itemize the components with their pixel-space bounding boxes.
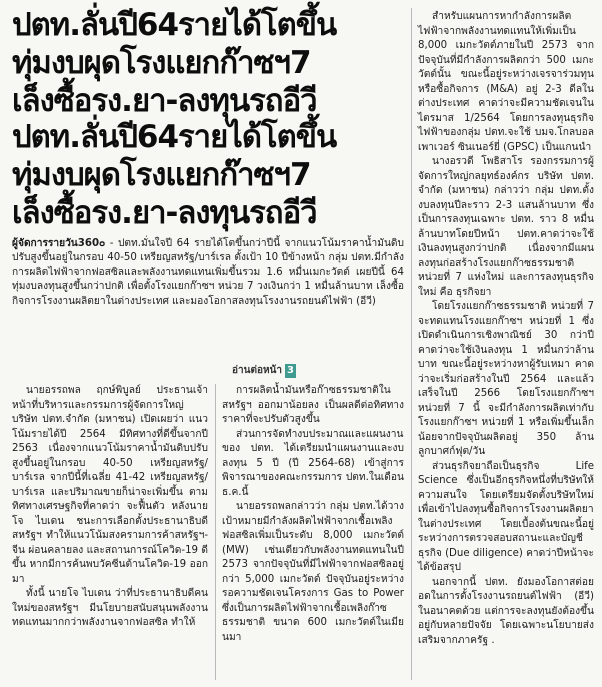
headline-primary [12,6,404,120]
paragraph: โดยโรงแยกก๊าซธรรมชาติ หน่วยที่ 7 จะทดแทนโรงแยกก๊าซฯ หน่วยที่ 1 ซึ่งเปิดดำเนินการเชิงพาณิชย์ 30 กว่าปี คาดว่าจะใช้เงินลงทุน 1 หมื่นกว่าล้านบาท ขณะนี้อยู่ระหว่างหาผู้รับเหมา คาดว่าจะเริ่มก่อสร้างในปี 2564 และแล้วเสร็จในปี 2566 โดยโรงแยกก๊าซฯ หน่วยที่ 7 นี้ จะมีกำลังการผลิตเท่ากับโรงแยกก๊าซฯ หน่วยที่ 1 หรือเพิ่มขึ้นเล็กน้อยจากปัจจุบันผลิตอยู่ 350 ล้านลูกบาศก์ฟุต/วัน [418,301,594,457]
byline: ผู้จัดการรายวัน360๐ [12,238,106,249]
lead-paragraph [12,237,404,309]
paragraph: การผลิตน้ำมันหรือก๊าซธรรมชาติในสหรัฐฯ ออกมาน้อยลง เป็นผลดีต่อทิศทางราคาที่จะปรับตัวสูงขึ้น [222,385,404,425]
column-divider [215,384,216,680]
body-column-3 [418,10,594,648]
paragraph: นายอรรถพล ฤกษ์พิบูลย์ ประธานเจ้าหน้าที่บริหารและกรรมการผู้จัดการใหญ่ บริษัท ปตท.จำกัด (มหาชน) เปิดเผยว่า แนวโน้มรายได้ปี 2564 มีทิศทางที่ดีขึ้นจากปี 2563 เนื่องจากแนวโน้มราคาน้ำมันดิบปรับสูงขึ้นอยู่ในกรอบ 40-50 เหรียญสหรัฐ/บาร์เรล จากปีนี้ที่เฉลี่ย 41-42 เหรียญสหรัฐ/บาร์เรล และปริมาณขายก็น่าจะเพิ่มขึ้น ตามทิศทางเศรษฐกิจที่คาดว่า จะฟื้นตัว หลังนายโจ ไบเดน ชนะการเลือกตั้งประธานาธิบดีสหรัฐฯ ทำให้แนวโน้มสงครามการค้าสหรัฐฯ-จีน ผ่อนคลายลง และสถานการณ์โควิด-19 ดีขึ้น หากมีการค้นพบวัคซีนต้านโควิด-19 ออกมา [12,385,208,585]
headline-line: ปตท.ลั่นปี64รายได้โตขึ้น [12,7,337,43]
paragraph: สำหรับแผนการหากำลังการผลิตไฟฟ้าจากพลังงานทดแทนให้เพิ่มเป็น 8,000 เมกะวัตต์ภายในปี 2573 จากปัจจุบันที่มีกำลังการผลิตกว่า 500 เมกะวัตต์นั้น ขณะนี้อยู่ระหว่างเจรจาร่วมทุนหรือซื้อกิจการ (M&A) อยู่ 2-3 ดีลในต่างประเทศ คาดว่าจะมีความชัดเจนในไตรมาส 1/2564 โดยการลงทุนธุรกิจไฟฟ้าของกลุ่ม ปตท.จะใช้ บมจ.โกลบอล เพาเวอร์ ซินเนอร์ยี่ (GPSC) เป็นแกนนำ [418,11,594,153]
body-column-2 [222,384,404,645]
paragraph: นอกจากนี้ ปตท. ยังมองโอกาสต่อยอดในการตั้งโรงงานรถยนต์ไฟฟ้า (อีวี) ในอนาคตด้วย แต่การจะลงทุนยังต้องขึ้นอยู่กับหลายปัจจัย โดยเฉพาะนโยบายส่งเสริมจากภาครัฐ . [418,576,594,646]
body-column-1 [12,384,208,631]
read-more-label[interactable]: อ่านต่อหน้า [232,365,282,376]
headline-line: เล็งซื้อรง.ยา-ลงทุนรถอีวี [12,195,317,231]
headline-line: ทุ่มงบผุดโรงแยกก๊าซฯ7 [12,45,311,81]
paragraph: ทั้งนี้ นายโจ ไบเดน ว่าที่ประธานาธิบดีคนใหม่ของสหรัฐฯ มีนโยบายสนับสนุนพลังงานทดแทนมากกว่าพลังงานจากฟอสซิล ทำให้ [12,588,208,628]
paragraph: ส่วนธุรกิจยาถือเป็นธุรกิจ Life Science ซึ่งเป็นอีกธุรกิจหนึ่งที่บริษัทให้ความสนใจ โดยเตรียมจัดตั้งบริษัทใหม่ เพื่อเข้าไปลงทุนซื้อกิจการโรงงานผลิตยาในต่างประเทศ โดยเบื้องต้นขณะนี้อยู่ระหว่างการตรวจสอบสถานะและบัญชีธุรกิจ (Due diligence) คาดว่าปีหน้าจะได้ข้อสรุป [418,460,594,573]
headline-line: ปตท.ลั่นปี64รายได้โตขึ้น [12,119,337,155]
headline-repeat [12,118,404,232]
headline-line: เล็งซื้อรง.ยา-ลงทุนรถอีวี [12,83,317,119]
paragraph: ส่วนการจัดทำงบประมาณและแผนงานของ ปตท. ได้เตรียมนำแผนงานและงบลงทุน 5 ปี (ปี 2564-68) เข้าสู่การพิจารณาของคณะกรรมการ ปตท.ในเดือน ธ.ค.นี้ [222,428,404,498]
page-number-badge[interactable]: 3 [285,364,296,378]
headline-line: ทุ่มงบผุดโรงแยกก๊าซฯ7 [12,157,311,193]
lead-text: - ปตท.มั่นใจปี 64 รายได้โตขึ้นกว่าปีนี้ จากแนวโน้มราคาน้ำมันดิบปรับสูงขึ้นอยู่ในกรอบ 40-50 เหรียญสหรัฐ/บาร์เรล ตั้งเป้า 10 ปีข้างหน้า กลุ่ม ปตท.มีกำลังการผลิตไฟฟ้าจากฟอสซิลและพลังงานทดแทนเพิ่มขึ้นรวม 1.6 หมื่นเมกะวัตต์ เผยปีนี้ 64 ทุ่มงบลงทุนสูงขึ้นกว่าปกติ เพื่อตั้งโรงแยกก๊าซฯ หน่วย 7 วงเงินกว่า 1 หมื่นล้านบาท เล็งซื้อกิจการโรงงานผลิตยาในต่างประเทศ และมองโอกาสลงทุนโรงงานรถยนต์ไฟฟ้า (อีวี) [12,238,404,307]
column-divider [411,8,412,680]
paragraph: นายอรรถพลกล่าวว่า กลุ่ม ปตท.ได้วางเป้าหมายมีกำลังผลิตไฟฟ้าจากเชื้อเพลิงฟอสซิลเพิ่มเป็นระดับ 8,000 เมกะวัตต์ (MW) เช่นเดียวกับพลังงานทดแทนในปี 2573 จากปัจจุบันที่มีไฟฟ้าจากฟอสซิลอยู่กว่า 5,000 เมกะวัตต์ ปัจจุบันอยู่ระหว่างรอความชัดเจนโครงการ Gas to Power ซึ่งเป็นการผลิตไฟฟ้าจากเชื้อเพลิงก๊าซธรรมชาติ ขนาด 600 เมกะวัตต์ในเมียนมา [222,501,404,643]
paragraph: นางอรวดี โพธิสาโร รองกรรมการผู้จัดการใหญ่กลยุทธ์องค์กร บริษัท ปตท. จำกัด (มหาชน) กล่าวว่า กลุ่ม ปตท.ตั้งงบลงทุนปีละราว 2-3 แสนล้านบาท ซึ่งเป็นการลงทุนเฉพาะ ปตท. ราว 8 หมื่นล้านบาทโดยปีหน้า ปตท.คาดว่าจะใช้เงินลงทุนสูงกว่าปกติ เนื่องจากมีแผนลงทุนก่อสร้างโรงแยกก๊าซธรรมชาติ หน่วยที่ 7 แห่งใหม่ และการลงทุนธุรกิจใหม่ คือ ธุรกิจยา [418,156,594,298]
